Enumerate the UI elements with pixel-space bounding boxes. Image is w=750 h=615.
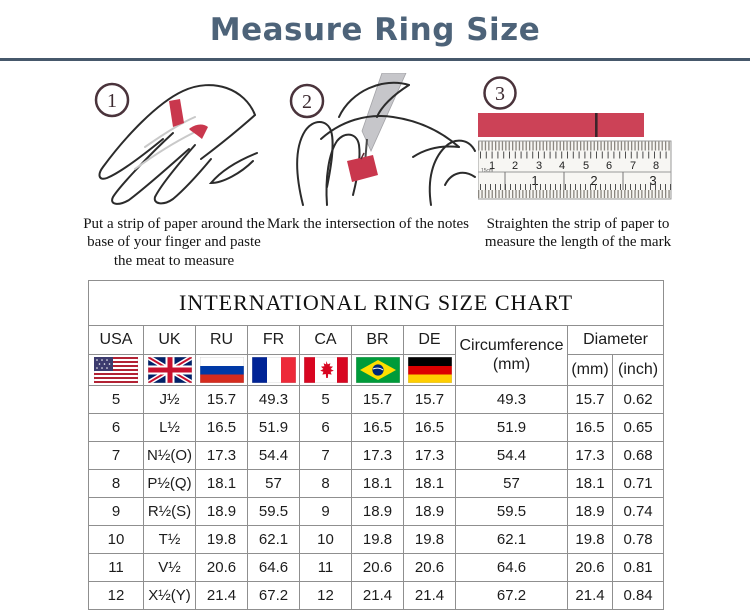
size-value-cell: 15.7: [352, 386, 404, 414]
size-value-cell: 11: [89, 554, 144, 582]
size-value-cell: 59.5: [456, 498, 568, 526]
size-value-cell: 18.9: [196, 498, 248, 526]
size-value-cell: 0.71: [613, 470, 664, 498]
svg-text:7: 7: [629, 160, 637, 172]
col-header-fr: FR: [248, 326, 300, 355]
size-value-cell: 57: [248, 470, 300, 498]
size-value-cell: 9: [89, 498, 144, 526]
size-value-cell: 17.3: [352, 442, 404, 470]
ring-size-chart: [88, 280, 663, 610]
usa-flag-cell: [89, 355, 144, 386]
table-row: [89, 554, 664, 582]
size-value-cell: 62.1: [456, 526, 568, 554]
size-value-cell: 9: [300, 498, 352, 526]
size-value-cell: 64.6: [456, 554, 568, 582]
chart-title: INTERNATIONAL RING SIZE CHART: [89, 281, 664, 326]
size-value-cell: 5: [300, 386, 352, 414]
size-value-cell: 64.6: [248, 554, 300, 582]
size-value-cell: 54.4: [248, 442, 300, 470]
size-value-cell: 59.5: [248, 498, 300, 526]
size-value-cell: 16.5: [568, 414, 613, 442]
size-value-cell: 6: [300, 414, 352, 442]
size-value-cell: 10: [300, 526, 352, 554]
size-value-cell: 15.7: [568, 386, 613, 414]
size-value-cell: 16.5: [352, 414, 404, 442]
step1-figure: [85, 73, 259, 207]
size-value-cell: 67.2: [248, 582, 300, 610]
table-row: [89, 414, 664, 442]
page-title: Measure Ring Size: [209, 12, 541, 48]
canada-flag-cell: [300, 355, 352, 386]
size-value-cell: 17.3: [404, 442, 456, 470]
size-value-cell: 54.4: [456, 442, 568, 470]
ruler-icon: [478, 141, 671, 199]
size-value-cell: 15.7: [404, 386, 456, 414]
size-value-cell: 57: [456, 470, 568, 498]
size-value-cell: N½(O): [144, 442, 196, 470]
size-value-cell: 49.3: [248, 386, 300, 414]
russia-flag: [200, 357, 244, 383]
size-value-cell: 16.5: [404, 414, 456, 442]
ruler-unit-label: 15cm: [481, 168, 494, 174]
size-value-cell: 7: [300, 442, 352, 470]
size-value-cell: 19.8: [404, 526, 456, 554]
step3-caption: Straighten the strip of paper to measure the length of the mark: [484, 216, 672, 251]
size-value-cell: 16.5: [196, 414, 248, 442]
size-value-cell: 0.84: [613, 582, 664, 610]
svg-text:6: 6: [605, 160, 613, 172]
step-number: 2: [302, 91, 312, 113]
paper-strip-red: [478, 113, 644, 137]
table-row: [89, 526, 664, 554]
size-value-cell: 21.4: [352, 582, 404, 610]
size-value-cell: 20.6: [196, 554, 248, 582]
size-value-cell: 21.4: [196, 582, 248, 610]
strip-on-ruler-illustration: [478, 73, 674, 207]
svg-text:1: 1: [488, 160, 496, 172]
col-header-ru: RU: [196, 326, 248, 355]
svg-text:2: 2: [590, 173, 598, 188]
step2-figure: [281, 73, 477, 207]
france-flag: [252, 357, 296, 383]
size-value-cell: 0.62: [613, 386, 664, 414]
hand-with-paper-strip-illustration: [85, 73, 259, 207]
diameter-mm-header: (mm): [568, 355, 613, 386]
size-value-cell: 0.65: [613, 414, 664, 442]
size-value-cell: P½(Q): [144, 470, 196, 498]
size-value-cell: 7: [89, 442, 144, 470]
table-row: [89, 498, 664, 526]
col-header-ca: CA: [300, 326, 352, 355]
size-value-cell: 19.8: [568, 526, 613, 554]
col-header-de: DE: [404, 326, 456, 355]
svg-text:1: 1: [531, 173, 539, 188]
size-value-cell: 12: [89, 582, 144, 610]
size-value-cell: 18.9: [568, 498, 613, 526]
size-value-cell: 0.78: [613, 526, 664, 554]
size-value-cell: 49.3: [456, 386, 568, 414]
size-value-cell: 0.81: [613, 554, 664, 582]
size-value-cell: 18.9: [404, 498, 456, 526]
step-number: 1: [107, 90, 117, 112]
size-value-cell: 51.9: [248, 414, 300, 442]
size-value-cell: 20.6: [568, 554, 613, 582]
size-value-cell: T½: [144, 526, 196, 554]
russia-flag-cell: [196, 355, 248, 386]
usa-flag: [94, 357, 138, 383]
size-value-cell: R½(S): [144, 498, 196, 526]
size-value-cell: 17.3: [568, 442, 613, 470]
france-flag-cell: [248, 355, 300, 386]
title-divider: [0, 58, 750, 61]
size-chart-body: [89, 386, 664, 610]
brazil-flag-cell: [352, 355, 404, 386]
size-value-cell: 19.8: [196, 526, 248, 554]
svg-text:4: 4: [558, 160, 566, 172]
germany-flag-cell: [404, 355, 456, 386]
size-value-cell: 21.4: [404, 582, 456, 610]
size-value-cell: 5: [89, 386, 144, 414]
size-value-cell: 51.9: [456, 414, 568, 442]
size-value-cell: 18.9: [352, 498, 404, 526]
size-value-cell: 8: [300, 470, 352, 498]
table-row: [89, 470, 664, 498]
size-value-cell: 19.8: [352, 526, 404, 554]
size-value-cell: 11: [300, 554, 352, 582]
col-header-circumference: Circumference (mm): [456, 326, 568, 386]
size-value-cell: 0.68: [613, 442, 664, 470]
size-value-cell: 17.3: [196, 442, 248, 470]
size-value-cell: 10: [89, 526, 144, 554]
table-row: [89, 582, 664, 610]
step1-caption: Put a strip of paper around the base of your finger and paste the meat to measure: [83, 216, 265, 269]
step2-caption: Mark the intersection of the notes: [266, 216, 470, 232]
svg-text:3: 3: [535, 160, 543, 172]
uk-flag-cell: [144, 355, 196, 386]
table-row: [89, 386, 664, 414]
brazil-flag: [356, 357, 400, 383]
size-value-cell: 8: [89, 470, 144, 498]
pencil-icon: [362, 73, 406, 151]
canada-flag: [304, 357, 348, 383]
size-value-cell: 62.1: [248, 526, 300, 554]
diameter-inch-header: (inch): [613, 355, 664, 386]
size-value-cell: 18.1: [196, 470, 248, 498]
col-header-usa: USA: [89, 326, 144, 355]
size-value-cell: 21.4: [568, 582, 613, 610]
paper-strip-red: [169, 99, 184, 127]
size-value-cell: 0.74: [613, 498, 664, 526]
svg-text:3: 3: [649, 173, 657, 188]
size-value-cell: 12: [300, 582, 352, 610]
germany-flag: [408, 357, 452, 383]
size-value-cell: 18.1: [404, 470, 456, 498]
size-value-cell: 20.6: [404, 554, 456, 582]
size-value-cell: 18.1: [352, 470, 404, 498]
svg-text:5: 5: [582, 160, 590, 172]
size-value-cell: L½: [144, 414, 196, 442]
svg-text:8: 8: [652, 160, 660, 172]
size-value-cell: 15.7: [196, 386, 248, 414]
size-value-cell: X½(Y): [144, 582, 196, 610]
size-value-cell: J½: [144, 386, 196, 414]
marking-pencil-illustration: [281, 73, 477, 207]
size-value-cell: 6: [89, 414, 144, 442]
col-header-diameter: Diameter: [568, 326, 664, 355]
uk-flag: [148, 357, 192, 383]
col-header-uk: UK: [144, 326, 196, 355]
pen-mark: [595, 113, 598, 137]
paper-band-red: [347, 155, 378, 182]
step-number: 3: [495, 83, 505, 105]
svg-text:2: 2: [511, 160, 519, 172]
size-value-cell: 18.1: [568, 470, 613, 498]
size-value-cell: 67.2: [456, 582, 568, 610]
step3-figure: [478, 73, 674, 207]
table-row: [89, 442, 664, 470]
size-value-cell: V½: [144, 554, 196, 582]
col-header-br: BR: [352, 326, 404, 355]
size-value-cell: 20.6: [352, 554, 404, 582]
